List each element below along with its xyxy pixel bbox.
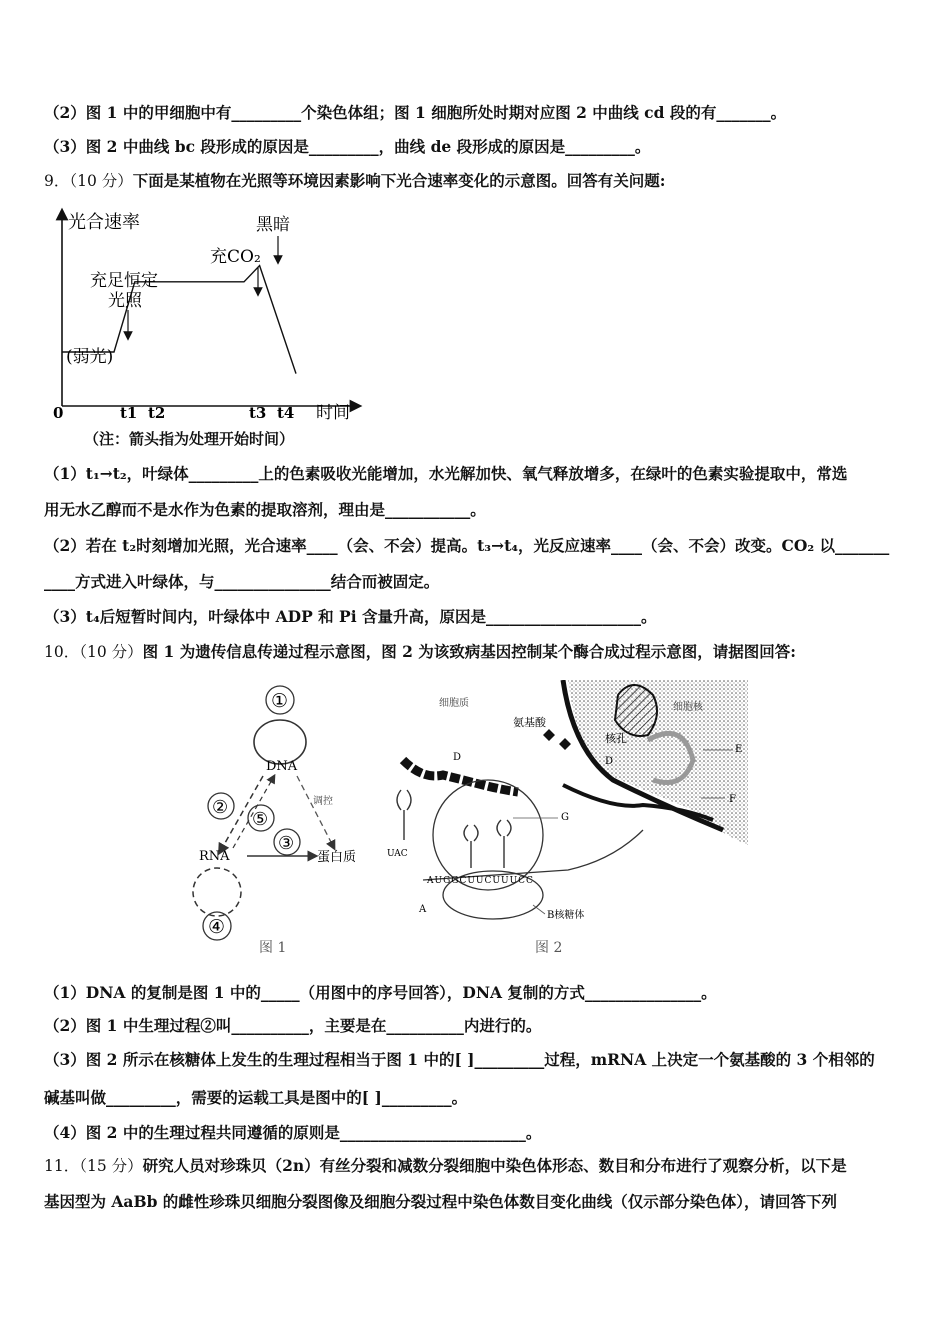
q10-number: 10．（10 分） — [44, 643, 143, 661]
amino-acid-shapes — [543, 729, 571, 750]
q8-part3: （3）图 2 中曲线 bc 段形成的原因是_________，曲线 de 段形成的原因是_________。 — [44, 137, 651, 156]
q10-part3-line2: 碱基叫做_________，需要的运载工具是图中的[ ]_________。 — [44, 1088, 468, 1107]
a-label: A — [419, 904, 427, 915]
dna-label: DNA — [266, 759, 298, 774]
q10-part1: （1）DNA 的复制是图 1 中的_____（用图中的序号回答），DNA 复制的方式_______________。 — [44, 983, 717, 1002]
ribosome-pointer — [533, 905, 545, 914]
q10-part4: （4）图 2 中的生理过程共同遵循的原则是________________________。 — [44, 1123, 542, 1142]
annotation-dark: 黑暗 — [256, 215, 290, 235]
trna-bound-2 — [497, 820, 511, 868]
q9-part1-line1: （1）t₁→t₂，叶绿体_________上的色素吸收光能增加，水光解加快、氧气释放增多，在绿叶的色素实验提取中，常选 — [44, 464, 848, 483]
regulation-arrow — [297, 776, 333, 846]
q9-note: （注：箭头指为处理开始时间） — [84, 430, 295, 448]
annotation-co2: 充CO₂ — [210, 247, 261, 267]
q10-figure1 — [185, 680, 385, 965]
annotation-light-line1: 充足恒定 — [90, 271, 158, 291]
q9-chart — [44, 200, 374, 430]
tick-t2: t2 — [148, 404, 166, 422]
trna-bound-1 — [464, 825, 478, 868]
e-label: E — [735, 744, 743, 755]
ribosome-label: B核糖体 — [547, 910, 585, 921]
tick-0: 0 — [53, 404, 64, 422]
figure1-caption: 图 1 — [259, 940, 287, 956]
q10-figure2 — [383, 680, 748, 965]
label-3: ③ — [278, 833, 295, 854]
q9-part1-line2: 用无水乙醇而不是水作为色素的提取溶剂，理由是___________。 — [44, 500, 486, 519]
q11-line2: 基因型为 AaBb 的雌性珍珠贝细胞分裂图像及细胞分裂过程中染色体数目变化曲线（仅示部分染色体），请回答下列 — [44, 1192, 838, 1211]
tick-t1: t1 — [120, 404, 138, 422]
label-1: ① — [271, 690, 289, 712]
amino-acid-label: 氨基酸 — [513, 716, 546, 729]
q11-stem: 研究人员对珍珠贝（2n）有丝分裂和减数分裂细胞中染色体形态、数目和分布进行了观察分析，以下是 — [142, 1156, 847, 1175]
label-2: ② — [212, 797, 229, 818]
d-label-right: D — [605, 756, 614, 767]
q10-stem: 图 1 为遗传信息传递过程示意图，图 2 为该致病基因控制某个酶合成过程示意图，请据图回答: — [142, 642, 797, 661]
tick-t3: t3 — [249, 404, 267, 422]
tick-t4: t4 — [277, 404, 295, 422]
mrna-sequence: AUGGCUUCUUUCC — [427, 876, 534, 886]
mrna-strand — [423, 830, 643, 880]
label-5: ⑤ — [252, 809, 269, 830]
uac-label: UAC — [387, 849, 408, 859]
rna-label: RNA — [199, 849, 230, 864]
replication-loop — [254, 720, 306, 764]
g-label: G — [561, 812, 569, 823]
cytoplasm-label: 细胞质 — [439, 698, 469, 709]
q9-number: 9．（10 分） — [44, 172, 133, 190]
q11-heading — [44, 1155, 920, 1177]
q10-heading — [44, 641, 920, 663]
rna-replication-loop — [193, 868, 241, 916]
x-axis-label: 时间 — [316, 403, 350, 423]
q9-heading — [44, 170, 920, 192]
regulation-label: 调控 — [313, 796, 333, 807]
figure2-caption: 图 2 — [535, 940, 563, 956]
q11-number: 11．（15 分） — [44, 1157, 143, 1175]
annotation-light-line2: 光照 — [108, 291, 142, 311]
q9-stem: 下面是某植物在光照等环境因素影响下光合速率变化的示意图。回答有关问题: — [132, 171, 666, 190]
q10-part3-line1: （3）图 2 所示在核糖体上发生的生理过程相当于图 1 中的[ ]_________过程，mRNA 上决定一个氨基酸的 3 个相邻的 — [44, 1050, 875, 1069]
q9-part2-line1: （2）若在 t₂时刻增加光照，光合速率____（会、不会）提高。t₃→t₄，光反应速率____（会、不会）改变。CO₂ 以_______ — [44, 536, 890, 555]
q9-part3: （3）t₄后短暂时间内，叶绿体中 ADP 和 Pi 含量升高，原因是____________________。 — [44, 607, 657, 626]
q10-part2: （2）图 1 中生理过程②叫__________，主要是在__________内进行的。 — [44, 1016, 542, 1035]
q9-part2-line2: ____方式进入叶绿体，与_______________结合而被固定。 — [44, 572, 440, 591]
y-axis-label: 光合速率 — [68, 212, 140, 233]
nucleus-label: 细胞核 — [673, 702, 703, 713]
d-label-left: D — [453, 752, 462, 763]
dna-chromatin — [615, 685, 657, 736]
label-4: ④ — [208, 916, 226, 938]
annotation-weak-light: (弱光) — [66, 347, 114, 367]
q8-part2: （2）图 1 中的甲细胞中有_________个染色体组；图 1 细胞所处时期对应图 2 中曲线 cd 段的有_______。 — [44, 103, 787, 122]
trna-free — [397, 790, 411, 840]
f-label: F — [729, 794, 736, 805]
pore-label: 核孔 — [605, 732, 627, 745]
protein-label: 蛋白质 — [317, 850, 357, 865]
